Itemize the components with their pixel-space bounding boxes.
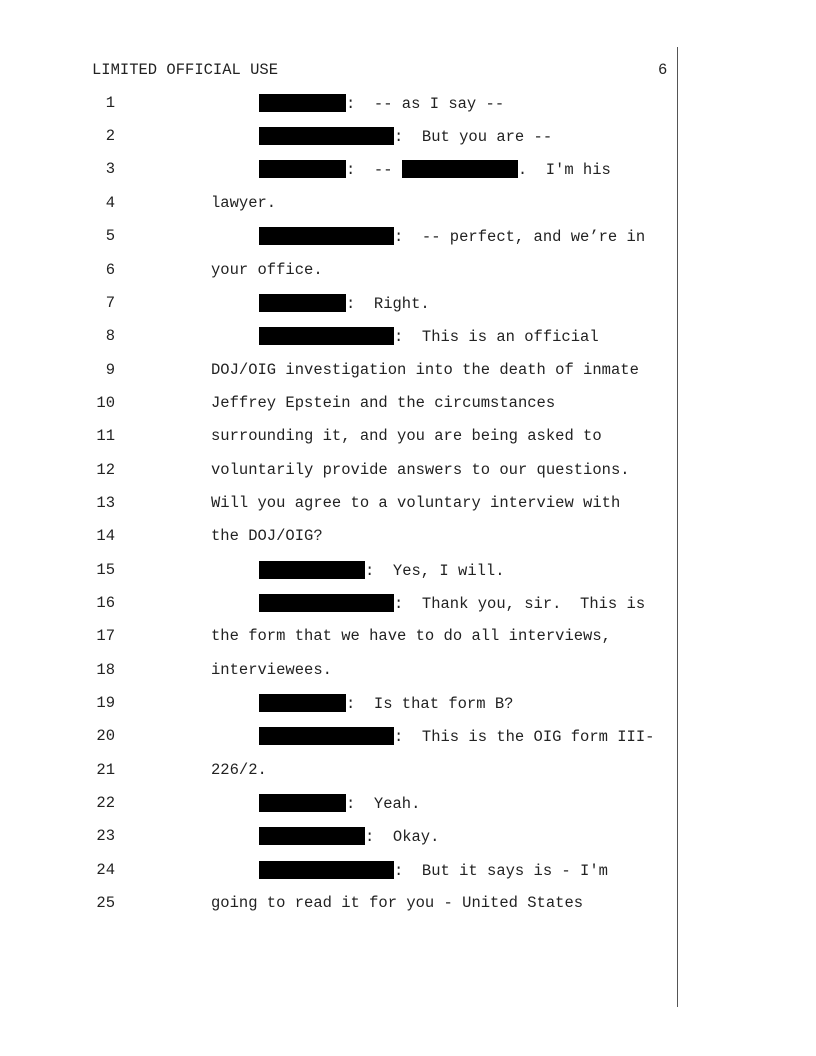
speaker-line xyxy=(259,794,420,813)
transcript-line xyxy=(0,894,677,914)
transcript-line xyxy=(0,494,677,514)
line-text: DOJ/OIG investigation into the death of inmate xyxy=(211,361,639,379)
transcript-line xyxy=(0,361,677,381)
line-text: surrounding it, and you are being asked to xyxy=(211,427,602,445)
line-number: 5 xyxy=(105,227,115,245)
speaker-line xyxy=(259,294,430,313)
line-text: the DOJ/OIG? xyxy=(211,527,323,545)
line-text: : Yeah. xyxy=(346,795,421,813)
speaker-line xyxy=(259,861,608,880)
speaker-line xyxy=(259,94,504,113)
line-number: 4 xyxy=(105,194,115,212)
redaction-block xyxy=(402,160,518,178)
line-text: going to read it for you - United States xyxy=(211,894,584,912)
line-number: 6 xyxy=(105,261,115,279)
speaker-line xyxy=(259,594,645,613)
line-text: : This is the OIG form III- xyxy=(394,728,655,746)
line-number: 19 xyxy=(96,694,115,712)
transcript-line xyxy=(0,561,677,581)
transcript-line xyxy=(0,461,677,481)
line-number: 12 xyxy=(96,461,115,479)
transcript-line xyxy=(0,627,677,647)
page-number: 6 xyxy=(658,61,668,79)
redaction-block xyxy=(259,827,365,845)
line-text: interviewees. xyxy=(211,661,332,679)
transcript-line xyxy=(0,594,677,614)
speaker-line xyxy=(259,694,513,713)
line-number: 24 xyxy=(96,861,115,879)
speaker-line xyxy=(259,160,611,179)
transcript-line xyxy=(0,194,677,214)
transcript-line xyxy=(0,827,677,847)
line-number: 16 xyxy=(96,594,115,612)
redaction-block xyxy=(259,561,365,579)
redaction-block xyxy=(259,694,346,712)
line-number: 8 xyxy=(105,327,115,345)
speaker-line xyxy=(259,327,599,346)
redaction-block xyxy=(259,127,394,145)
line-text: Jeffrey Epstein and the circumstances xyxy=(211,394,556,412)
line-number: 18 xyxy=(96,661,115,679)
transcript-line xyxy=(0,861,677,881)
redaction-block xyxy=(259,861,394,879)
transcript-line xyxy=(0,761,677,781)
line-number: 10 xyxy=(96,394,115,412)
line-text: Will you agree to a voluntary interview with xyxy=(211,494,621,512)
line-text: lawyer. xyxy=(211,194,277,212)
line-number: 20 xyxy=(96,727,115,745)
redaction-block xyxy=(259,227,394,245)
line-number: 22 xyxy=(96,794,115,812)
transcript-line xyxy=(0,261,677,281)
line-number: 13 xyxy=(96,494,115,512)
speaker-line xyxy=(259,827,439,846)
line-text: : -- perfect, and we’re in xyxy=(394,228,646,246)
speaker-line xyxy=(259,227,645,246)
line-text: : -- as I say -- xyxy=(346,95,505,113)
line-text: 226/2. xyxy=(211,761,267,779)
redaction-block xyxy=(259,327,394,345)
line-text: : -- xyxy=(346,161,402,179)
transcript-line xyxy=(0,327,677,347)
line-number: 14 xyxy=(96,527,115,545)
transcript-line xyxy=(0,294,677,314)
redaction-block xyxy=(259,794,346,812)
transcript-line xyxy=(0,160,677,180)
transcript-line xyxy=(0,527,677,547)
line-text: : But it says is - I'm xyxy=(394,862,608,880)
transcript-line xyxy=(0,427,677,447)
line-text: : Yes, I will. xyxy=(365,562,505,580)
line-number: 25 xyxy=(96,894,115,912)
transcript-line xyxy=(0,727,677,747)
line-text: : This is an official xyxy=(394,328,599,346)
line-text: : Okay. xyxy=(365,828,440,846)
line-text: voluntarily provide answers to our questions. xyxy=(211,461,630,479)
line-number: 15 xyxy=(96,561,115,579)
speaker-line xyxy=(259,727,654,746)
line-number: 21 xyxy=(96,761,115,779)
redaction-block xyxy=(259,94,346,112)
redaction-block xyxy=(259,727,394,745)
transcript-line xyxy=(0,94,677,114)
line-number: 17 xyxy=(96,627,115,645)
transcript-line xyxy=(0,794,677,814)
line-text: the form that we have to do all interviews, xyxy=(211,627,611,645)
transcript-line xyxy=(0,127,677,147)
line-number: 23 xyxy=(96,827,115,845)
line-number: 7 xyxy=(105,294,115,312)
line-text: . I'm his xyxy=(517,161,611,179)
transcript-line xyxy=(0,694,677,714)
line-text: : Is that form B? xyxy=(346,695,514,713)
transcript-line xyxy=(0,394,677,414)
classification-header: LIMITED OFFICIAL USE xyxy=(92,61,279,79)
redaction-block xyxy=(259,160,346,178)
speaker-line xyxy=(259,561,505,580)
transcript-line xyxy=(0,661,677,681)
line-text: : Right. xyxy=(346,295,430,313)
line-number: 1 xyxy=(105,94,115,112)
speaker-line xyxy=(259,127,552,146)
line-text: your office. xyxy=(211,261,323,279)
redaction-block xyxy=(259,294,346,312)
line-number: 9 xyxy=(105,361,115,379)
line-number: 3 xyxy=(105,160,115,178)
right-margin-rule xyxy=(677,47,678,1007)
line-number: 2 xyxy=(105,127,115,145)
line-text: : But you are -- xyxy=(394,128,553,146)
transcript-line xyxy=(0,227,677,247)
line-number: 11 xyxy=(96,427,115,445)
line-text: : Thank you, sir. This is xyxy=(394,595,646,613)
redaction-block xyxy=(259,594,394,612)
